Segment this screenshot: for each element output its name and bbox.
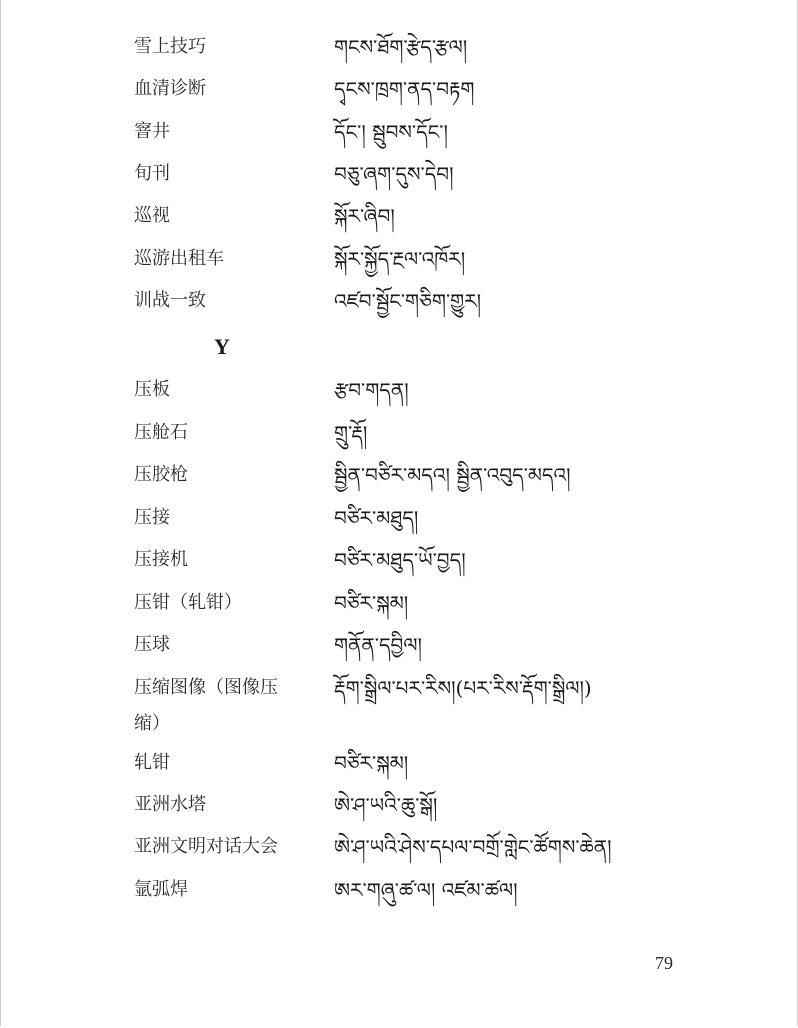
chinese-term: 压胶枪	[134, 464, 188, 485]
tibetan-term: བཅུ་ཞག་དུས་དེབ།	[334, 162, 454, 186]
tibetan-term: ཨར་གཞུ་ཚ་ལ། འཛམ་ཚལ།	[334, 878, 518, 902]
page-number: 79	[655, 953, 673, 973]
tibetan-term: གངས་ཐོག་རྩེད་རྩལ།	[334, 35, 468, 59]
chinese-term: 压接机	[134, 549, 188, 570]
section-letter-heading: Y	[214, 334, 230, 359]
chinese-term: 压球	[134, 634, 170, 655]
chinese-term: 压缩图像（图像压缩）	[134, 677, 278, 734]
tibetan-term: བཙིར་མཐུད་ཡོ་བྱད།	[334, 548, 466, 572]
chinese-term: 旬刊	[134, 163, 170, 184]
tibetan-term: སྐོར་སྐྱོད་རྔལ་འཁོར།	[334, 247, 466, 271]
tibetan-term: ཨེ་ཤ་ཡའི་ཆུ་སྒོ།	[334, 793, 438, 817]
tibetan-term: བཙིར་མཐུད།	[334, 506, 419, 530]
tibetan-term: རྩབ་གདན།	[334, 378, 409, 402]
chinese-term: 亚洲水塔	[134, 794, 206, 815]
tibetan-term: དོང་། སྦུབས་དོང་།	[334, 120, 448, 144]
chinese-term: 窨井	[134, 121, 170, 142]
chinese-term: 氩弧焊	[134, 879, 188, 900]
chinese-term: 亚洲文明对话大会	[134, 836, 278, 857]
tibetan-term: དྭངས་ཁྲག་ནད་བརྟག	[334, 77, 475, 101]
tibetan-term: ཨེ་ཤ་ཡའི་ཤེས་དཔལ་བགྲོ་གླེང་ཚོགས་ཆེན།	[334, 835, 612, 859]
chinese-term: 压钳（轧钳）	[134, 592, 242, 613]
chinese-term: 压接	[134, 507, 170, 528]
chinese-term: 轧钳	[134, 752, 170, 773]
tibetan-term: བཙིར་སྐམ།	[334, 751, 409, 775]
chinese-term: 雪上技巧	[134, 36, 206, 57]
chinese-term: 巡视	[134, 205, 170, 226]
tibetan-term: སྦྱིན་བཙིར་མདའ། སྦྱིན་འབུད་མདའ།	[334, 463, 571, 487]
tibetan-term: རྡོག་སྒྲིལ་པར་རིས།(པར་རིས་རྡོག་སྒྲིལ།)	[334, 676, 592, 700]
tibetan-term: སྐོར་ཞིབ།	[334, 204, 395, 228]
tibetan-term: གནོན་དབྱིལ།	[334, 633, 422, 657]
chinese-term: 压板	[134, 379, 170, 400]
chinese-term: 训战一致	[134, 290, 206, 311]
chinese-term: 血清诊断	[134, 78, 206, 99]
chinese-term: 压舱石	[134, 422, 188, 443]
tibetan-term: གྲུ་རྡོ།	[334, 421, 368, 445]
chinese-term: 巡游出租车	[134, 248, 224, 269]
tibetan-term: འཛབ་སྦྱོང་གཅིག་གྱུར།	[334, 289, 482, 313]
tibetan-term: བཙིར་སྐམ།	[334, 591, 409, 615]
